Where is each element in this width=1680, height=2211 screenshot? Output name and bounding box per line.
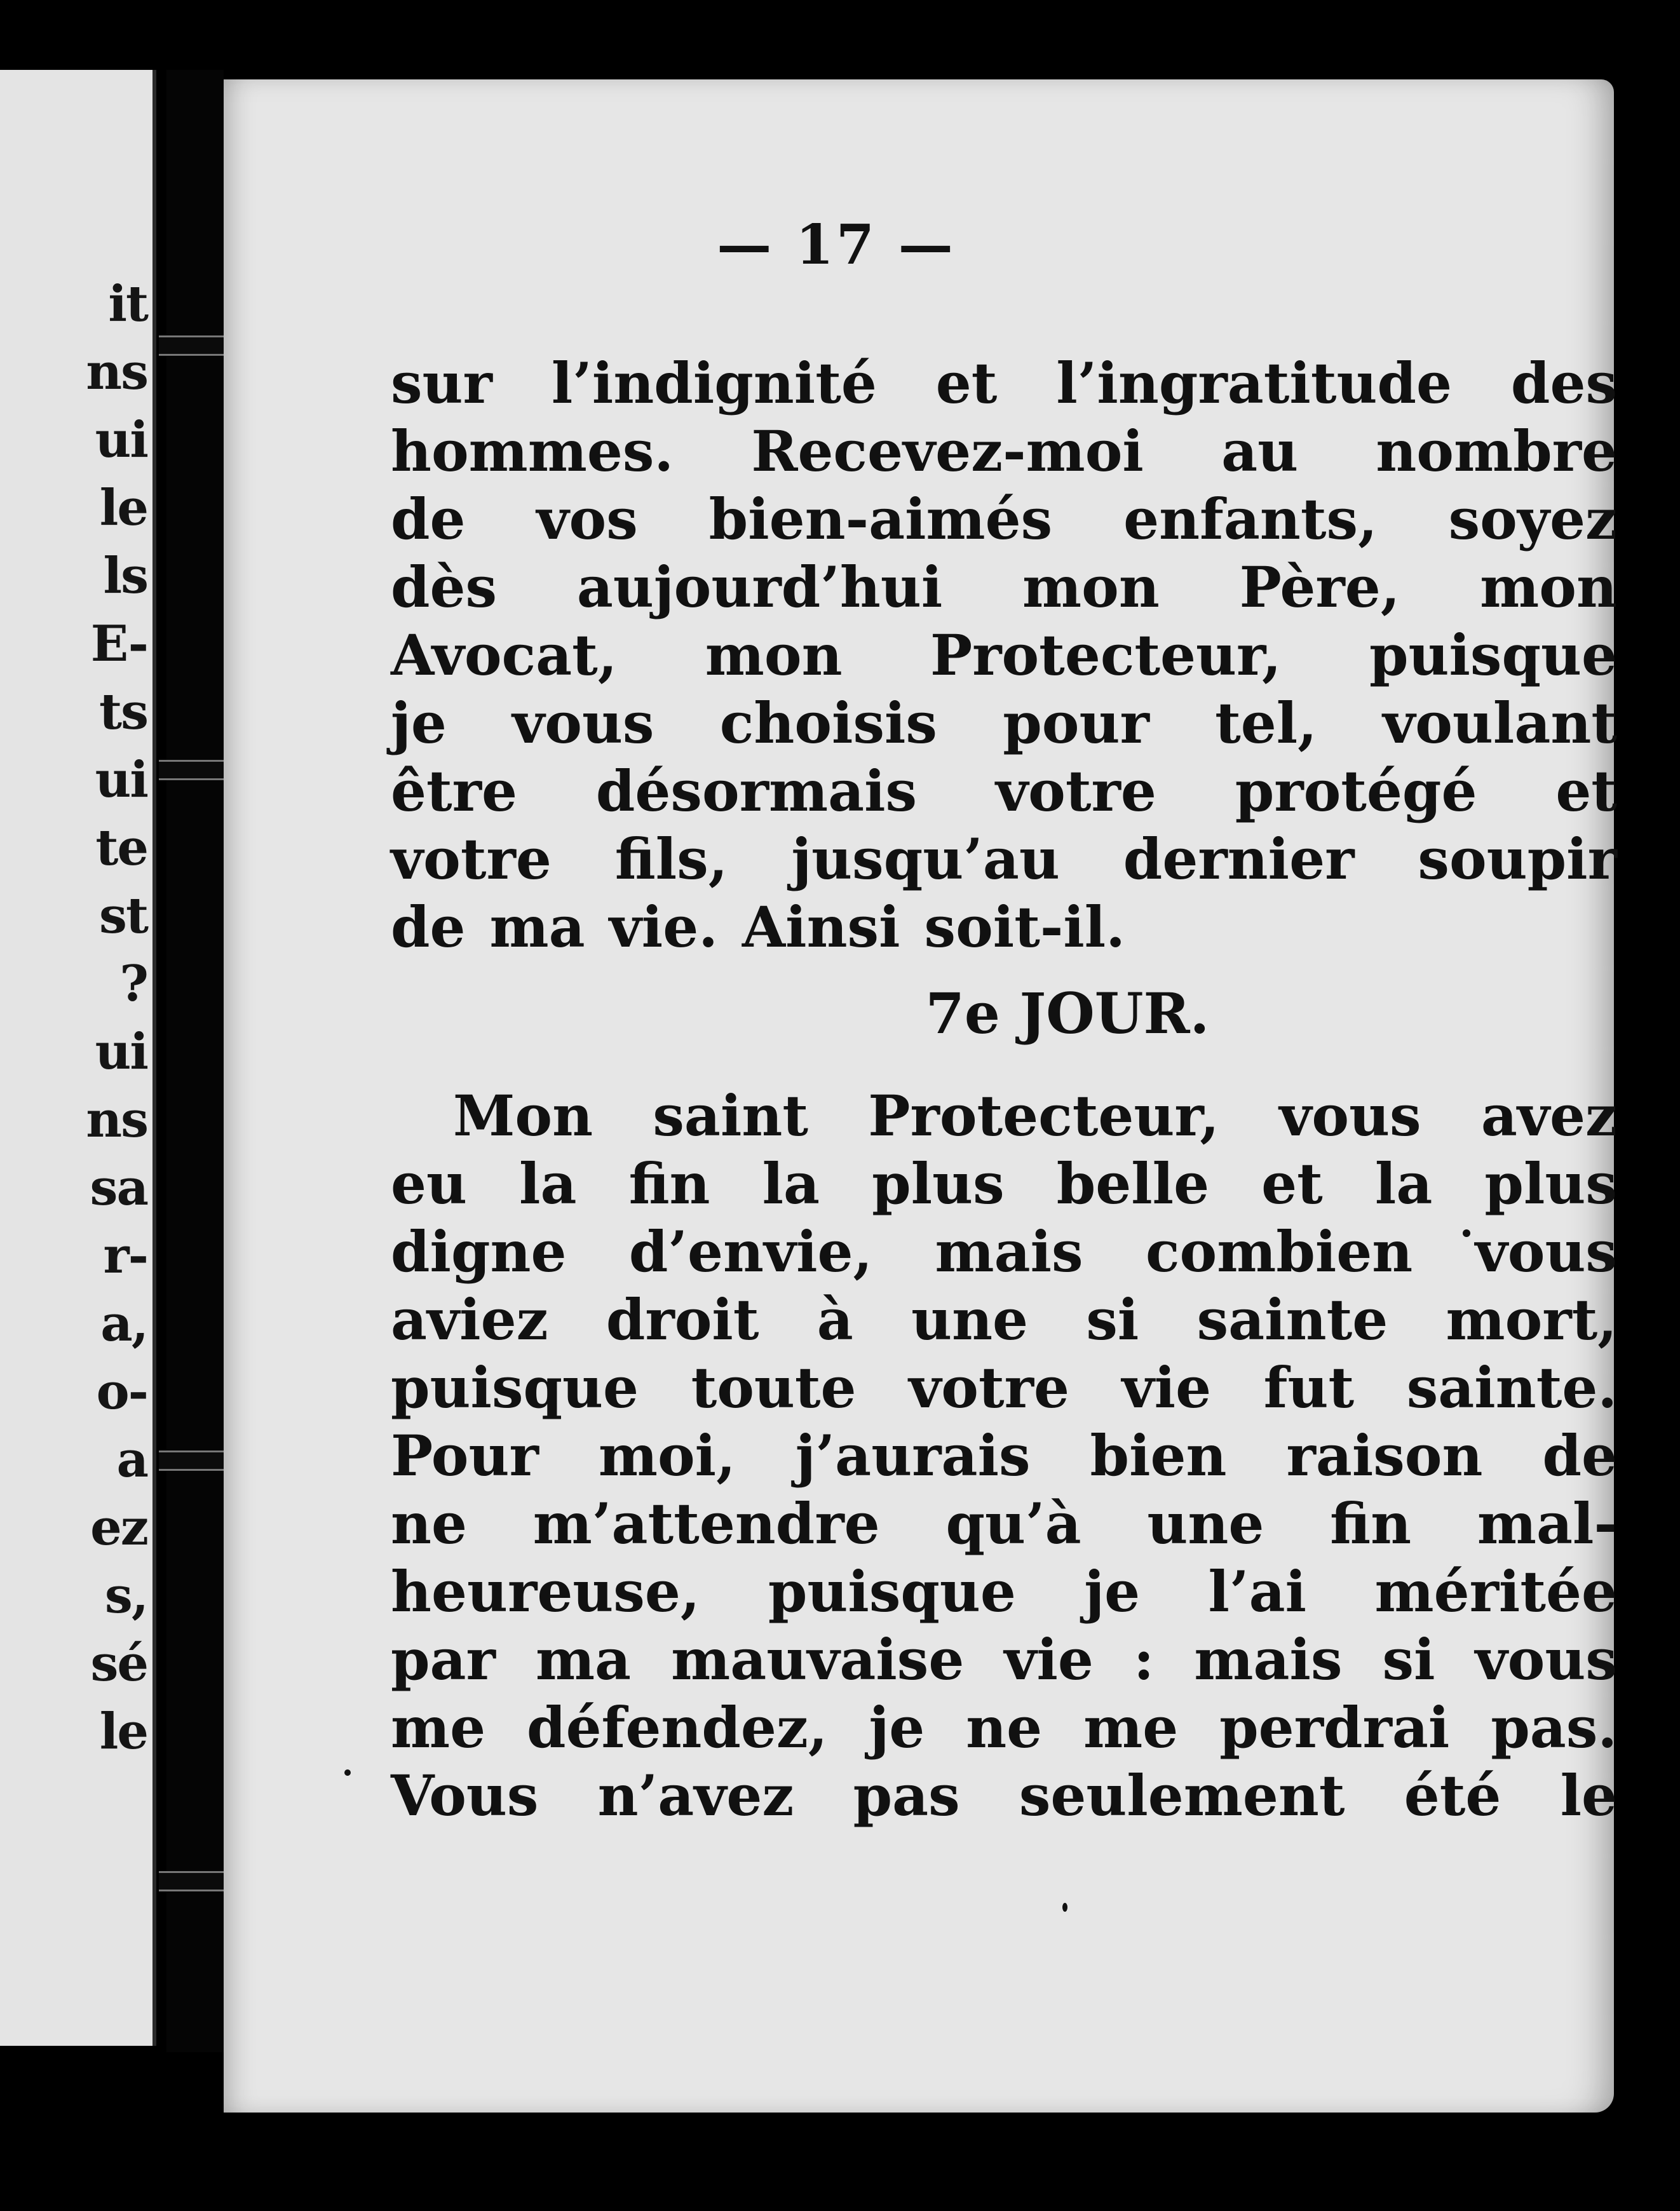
left-page-fragment: ns xyxy=(86,1091,147,1149)
text-line: puisque toute votre vie fut sainte. xyxy=(391,1355,1617,1421)
left-page-fragment: ? xyxy=(119,955,147,1013)
text-line: dès aujourd’hui mon Père, mon xyxy=(391,554,1617,620)
binding-gutter xyxy=(166,70,224,2052)
left-page-fragment: ts xyxy=(99,683,147,741)
paragraph-prayer-end xyxy=(391,349,1617,961)
print-speck xyxy=(1463,1229,1470,1237)
left-page-fragment: sé xyxy=(90,1635,147,1693)
text-line: Mon saint Protecteur, vous avez xyxy=(453,1083,1617,1149)
text-line: eu la fin la plus belle et la plus xyxy=(391,1151,1617,1217)
book-page xyxy=(224,79,1617,2113)
left-page-fragment: ls xyxy=(103,547,147,605)
text-line: de vos bien-aimés enfants, soyez xyxy=(391,486,1617,552)
paragraph-seventh-day xyxy=(391,1082,1617,1830)
left-page-fragment: r- xyxy=(103,1227,147,1285)
section-heading: 7e JOUR. xyxy=(925,980,1210,1046)
left-page-fragment: sa xyxy=(90,1159,147,1217)
left-page-fragment: it xyxy=(108,275,147,333)
text-line: ne m’attendre qu’à une fin mal- xyxy=(391,1491,1617,1557)
left-page-fragment: st xyxy=(99,887,147,945)
left-page-fragment: E- xyxy=(90,615,147,673)
text-line: me défendez, je ne me perdrai pas. xyxy=(391,1694,1617,1761)
left-page-fragment: te xyxy=(95,819,147,877)
text-line: Vous n’avez pas seulement été le xyxy=(391,1762,1617,1829)
left-page-fragment: a, xyxy=(100,1295,147,1353)
left-page-fragment: ns xyxy=(86,343,147,401)
page-body xyxy=(391,349,1617,1830)
left-facing-page xyxy=(0,70,156,2046)
text-line: votre fils, jusqu’au dernier soupir xyxy=(391,826,1617,892)
text-line: aviez droit à une si sainte mort, xyxy=(391,1287,1617,1353)
left-page-fragment: ui xyxy=(95,751,147,809)
print-speck xyxy=(1062,1903,1067,1912)
page-number: — 17 — xyxy=(717,213,956,277)
left-page-fragment: a xyxy=(116,1431,147,1489)
text-line: sur l’indignité et l’ingratitude des xyxy=(391,350,1617,416)
left-page-fragment: le xyxy=(99,479,147,537)
text-line: être désormais votre protégé et xyxy=(391,758,1617,824)
left-page-fragment: le xyxy=(99,1703,147,1761)
print-speck xyxy=(344,1769,351,1776)
left-page-fragment: ui xyxy=(95,1023,147,1081)
text-line: par ma mauvaise vie : mais si vous xyxy=(391,1626,1617,1693)
text-line: de ma vie. Ainsi soit-il. xyxy=(391,894,1125,960)
text-line: Pour moi, j’aurais bien raison de xyxy=(391,1423,1617,1489)
text-line: hommes. Recevez-moi au nombre xyxy=(391,418,1617,484)
left-page-fragment: ui xyxy=(95,411,147,469)
left-page-fragment: o- xyxy=(96,1363,147,1421)
text-line: Avocat, mon Protecteur, puisque xyxy=(391,622,1617,688)
text-line: je vous choisis pour tel, voulant xyxy=(391,690,1617,756)
left-page-fragment: ez xyxy=(90,1499,147,1557)
text-line: heureuse, puisque je l’ai méritée xyxy=(391,1559,1617,1625)
text-line: digne d’envie, mais combien vous xyxy=(391,1219,1617,1285)
left-page-fragment: s, xyxy=(104,1567,147,1625)
